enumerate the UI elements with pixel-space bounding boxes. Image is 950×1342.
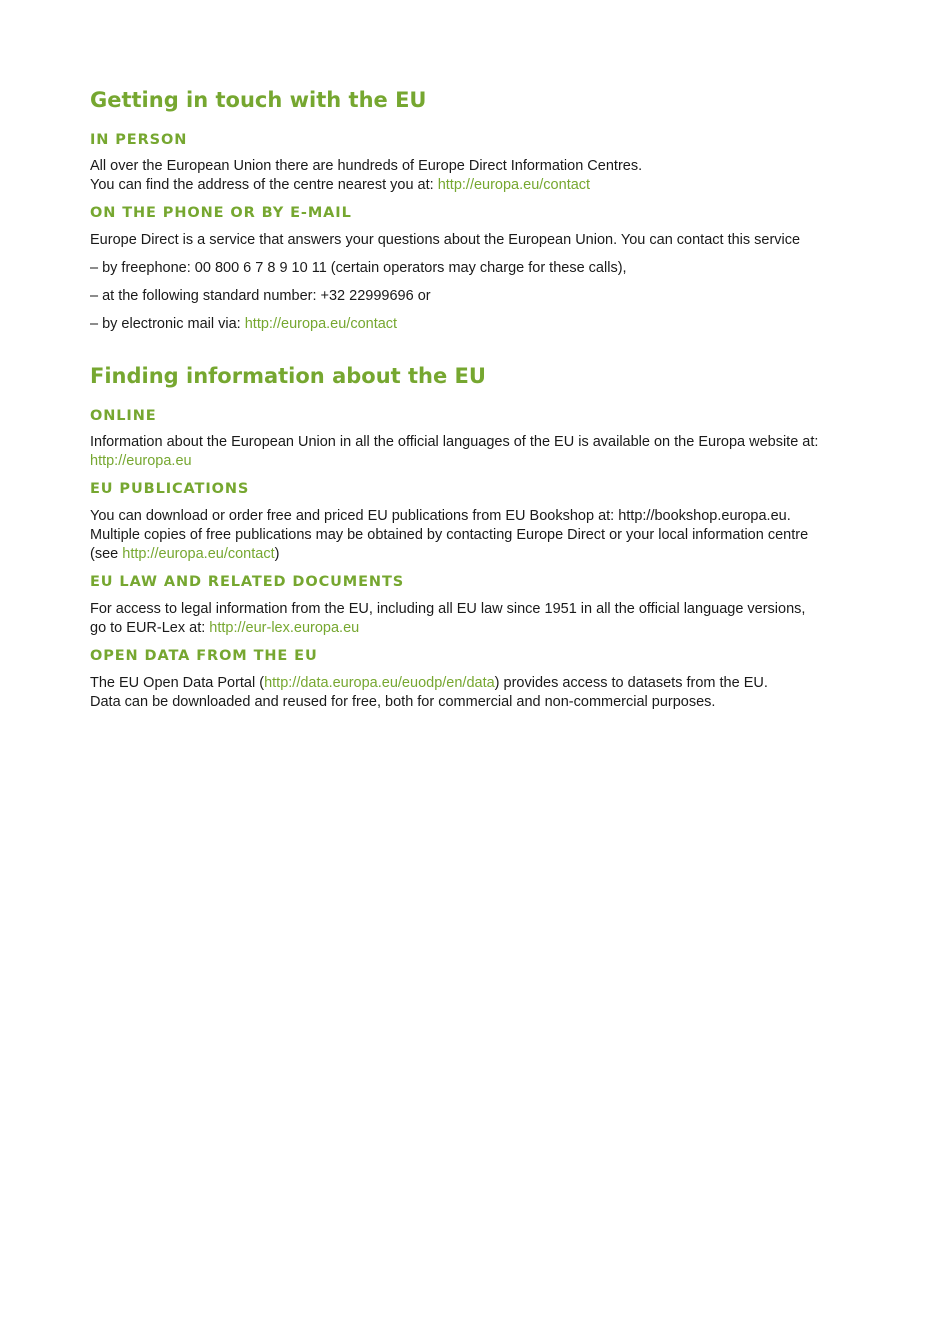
phone-intro: Europe Direct is a service that answers your questions about the European Union. You can contact this service bbox=[90, 232, 801, 248]
open-data-line2: Data can be downloaded and reused for free, both for commercial and non-commercial purposes. bbox=[90, 694, 716, 710]
in-person-line2-text: You can find the address of the centre nearest you at: bbox=[90, 177, 438, 193]
law-paragraph bbox=[90, 600, 870, 638]
heading-in-person: IN PERSON bbox=[90, 132, 188, 148]
heading-phone-email: ON THE PHONE OR BY E-MAIL bbox=[90, 205, 352, 221]
open-data-portal-link[interactable]: http://data.europa.eu/euodp/en/data bbox=[264, 675, 495, 691]
online-text: Information about the European Union in all the official languages of the EU is available on the Europa website at: bbox=[90, 434, 819, 450]
eur-lex-link[interactable]: http://eur-lex.europa.eu bbox=[209, 620, 360, 636]
phone-email-link[interactable]: http://europa.eu/contact bbox=[244, 316, 398, 332]
publications-paragraph bbox=[90, 507, 870, 564]
open-data-paragraph bbox=[90, 674, 870, 712]
phone-freephone: – by freephone: 00 800 6 7 8 9 10 11 (certain operators may charge for these calls), bbox=[90, 260, 627, 276]
publications-line3-suffix: ) bbox=[274, 546, 280, 562]
open-data-line1-suffix: ) provides access to datasets from the EU. bbox=[494, 675, 768, 691]
heading-eu-publications: EU PUBLICATIONS bbox=[90, 481, 250, 497]
law-line1: For access to legal information from the EU, including all EU law since 1951 in all the official language versions, bbox=[90, 601, 806, 617]
europa-website-link[interactable]: http://europa.eu bbox=[90, 453, 192, 469]
heading-online: ONLINE bbox=[90, 408, 157, 424]
heading-open-data: OPEN DATA FROM THE EU bbox=[90, 648, 318, 664]
open-data-line1-prefix: The EU Open Data Portal ( bbox=[90, 675, 265, 691]
in-person-contact-link[interactable]: http://europa.eu/contact bbox=[437, 177, 591, 193]
law-line2-text: go to EUR-Lex at: bbox=[90, 620, 210, 636]
phone-email-text: – by electronic mail via: bbox=[90, 316, 245, 332]
section-title-finding-information: Finding information about the EU bbox=[90, 364, 486, 388]
in-person-paragraph bbox=[90, 157, 870, 195]
publications-contact-link[interactable]: http://europa.eu/contact bbox=[122, 546, 275, 562]
publications-line3-prefix: (see bbox=[90, 546, 123, 562]
section-title-getting-in-touch: Getting in touch with the EU bbox=[90, 88, 427, 112]
phone-email bbox=[90, 315, 870, 334]
publications-line2: Multiple copies of free publications may be obtained by contacting Europe Direct or your local information centre bbox=[90, 527, 809, 543]
heading-eu-law: EU LAW AND RELATED DOCUMENTS bbox=[90, 574, 405, 590]
online-paragraph bbox=[90, 433, 870, 471]
document-page bbox=[90, 84, 870, 712]
in-person-line1: All over the European Union there are hundreds of Europe Direct Information Centres. bbox=[90, 158, 643, 174]
publications-line1: You can download or order free and priced EU publications from EU Bookshop at: http://bookshop.europa.eu. bbox=[90, 508, 791, 524]
phone-standard-number: – at the following standard number: +32 22999696 or bbox=[90, 288, 431, 304]
